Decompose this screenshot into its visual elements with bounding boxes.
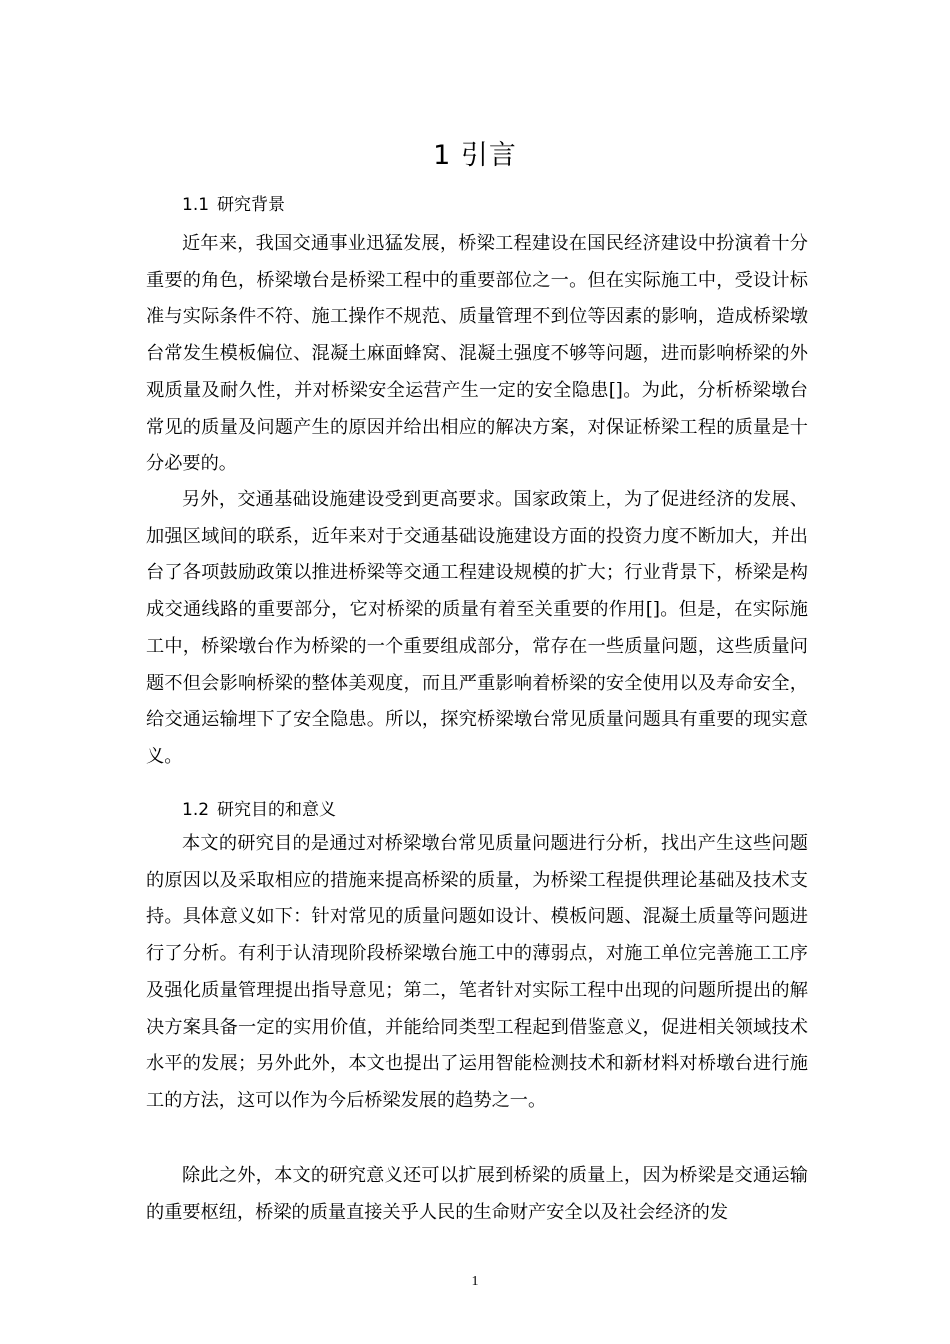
page-number: 1	[471, 1274, 479, 1289]
section-title: 研究目的和意义	[217, 800, 337, 820]
section-number: 1.2	[182, 800, 210, 820]
paragraph: 另外，交通基础设施建设受到更高要求。国家政策上，为了促进经济的发展、加强区域间的联系，近年来对于交通基础设施建设方面的投资力度不断加大，并出台了各项鼓励政策以推进桥梁等交通工程建设规模的扩大；行业背景下，桥梁是构成交通线路的重要部分，它对桥梁的质量有着至关重要的作用[]。但是，在实际施工中，桥梁墩台作为桥梁的一个重要组成部分，常存在一些质量问题，这些质量问题不但会影响桥梁的整体美观度，而且严重影响着桥梁的安全使用以及寿命安全，给交通运输埋下了安全隐患。所以，探究桥梁墩台常见质量问题具有重要的现实意义。	[146, 489, 808, 767]
section-number: 1.1	[182, 195, 210, 215]
paragraph: 近年来，我国交通事业迅猛发展，桥梁工程建设在国民经济建设中扮演着十分重要的角色，桥梁墩台是桥梁工程中的重要部位之一。但在实际施工中，受设计标准与实际条件不符、施工操作不规范、质量管理不到位等因素的影响，造成桥梁墩台常发生模板偏位、混凝土麻面蜂窝、混凝土强度不够等问题，进而影响桥梁的外观质量及耐久性，并对桥梁安全运营产生一定的安全隐患[]。为此，分析桥梁墩台常见的质量及问题产生的原因并给出相应的解决方案，对保证桥梁工程的质量是十分必要的。	[146, 233, 808, 475]
chapter-title: 1 引言	[433, 140, 517, 171]
section-heading-1-2	[182, 798, 336, 822]
paragraph: 除此之外，本文的研究意义还可以扩展到桥梁的质量上，因为桥梁是交通运输的重要枢纽，桥梁的质量直接关乎人民的生命财产安全以及社会经济的发	[146, 1165, 808, 1223]
paragraph: 本文的研究目的是通过对桥梁墩台常见质量问题进行分析，找出产生这些问题的原因以及采取相应的措施来提高桥梁的质量，为桥梁工程提供理论基础及技术支持。具体意义如下：针对常见的质量问题如设计、模板问题、混凝土质量等问题进行了分析。有利于认清现阶段桥梁墩台施工中的薄弱点，对施工单位完善施工工序及强化质量管理提出指导意见；第二，笔者针对实际工程中出现的问题所提出的解决方案具备一定的实用价值，并能给同类型工程起到借鉴意义，促进相关领域技术水平的发展；另外此外，本文也提出了运用智能检测技术和新材料对桥墩台进行施工的方法，这可以作为今后桥梁发展的趋势之一。	[146, 833, 808, 1111]
section-title: 研究背景	[217, 195, 286, 215]
section-heading-1-1	[182, 193, 285, 217]
